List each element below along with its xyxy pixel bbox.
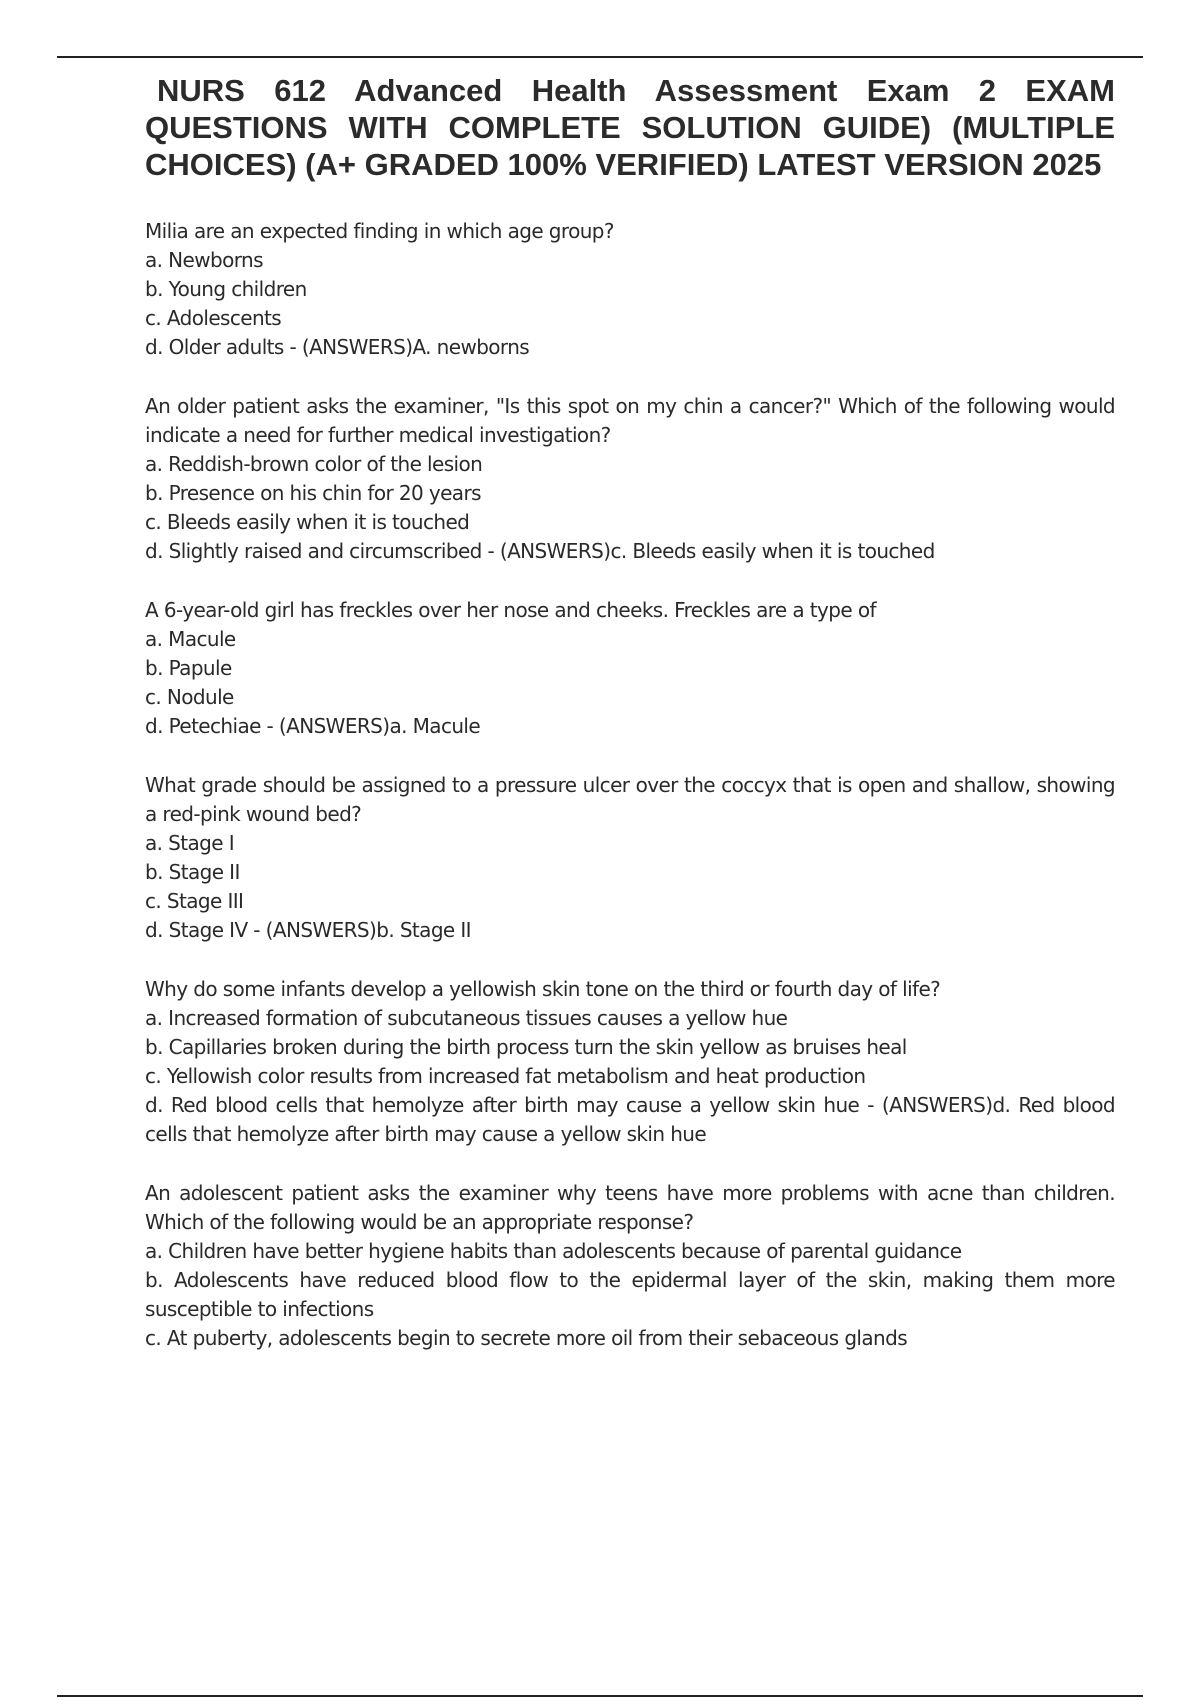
answer-option: b. Young children (145, 277, 307, 301)
question-4 (145, 771, 1115, 945)
answer-option: d. Stage IV - (ANSWERS)b. Stage II (145, 918, 471, 942)
answer-option: b. Presence on his chin for 20 years (145, 481, 481, 505)
answer-option: d. Older adults - (ANSWERS)A. newborns (145, 335, 530, 359)
question-text: What grade should be assigned to a pressure ulcer over the coccyx that is open and shallow, showing a red-pink wound bed? (145, 773, 1115, 826)
question-2 (145, 392, 1115, 566)
question-text: A 6-year-old girl has freckles over her nose and cheeks. Freckles are a type of (145, 598, 876, 622)
answer-option: c. At puberty, adolescents begin to secrete more oil from their sebaceous glands (145, 1326, 908, 1350)
document-title-text: NURS 612 Advanced Health Assessment Exam 2 EXAM QUESTIONS WITH COMPLETE SOLUTION GUIDE) (MULTIPLE CHOICES) (A+ GRADED 100% VERIFIED) LATEST VERSION 2025 (145, 73, 1115, 182)
answer-option: c. Nodule (145, 685, 234, 709)
answer-option: a. Increased formation of subcutaneous tissues causes a yellow hue (145, 1006, 788, 1030)
answer-option: d. Slightly raised and circumscribed - (ANSWERS)c. Bleeds easily when it is touched (145, 539, 935, 563)
answer-option: d. Red blood cells that hemolyze after birth may cause a yellow skin hue - (ANSWERS)d. Red blood cells that hemolyze after birth may cause a yellow skin hue (145, 1093, 1115, 1146)
answer-option: c. Stage III (145, 889, 244, 913)
question-text: An adolescent patient asks the examiner why teens have more problems with acne than children. Which of the following would be an appropriate response? (145, 1181, 1115, 1234)
answer-option: c. Bleeds easily when it is touched (145, 510, 470, 534)
answer-option: c. Adolescents (145, 306, 282, 330)
top-rule (57, 56, 1143, 58)
document-body (145, 72, 1115, 1383)
answer-option: b. Stage II (145, 860, 240, 884)
bottom-rule (57, 1695, 1143, 1697)
answer-option: d. Petechiae - (ANSWERS)a. Macule (145, 714, 481, 738)
question-text: Why do some infants develop a yellowish skin tone on the third or fourth day of life? (145, 977, 941, 1001)
question-5 (145, 975, 1115, 1149)
answer-option: a. Children have better hygiene habits than adolescents because of parental guidance (145, 1239, 962, 1263)
question-text: Milia are an expected finding in which age group? (145, 219, 614, 243)
question-3 (145, 596, 1115, 741)
answer-option: a. Reddish-brown color of the lesion (145, 452, 483, 476)
question-1 (145, 217, 1115, 362)
answer-option: a. Macule (145, 627, 236, 651)
document-title (145, 72, 1115, 183)
question-6 (145, 1179, 1115, 1353)
question-text: An older patient asks the examiner, "Is this spot on my chin a cancer?" Which of the following would indicate a need for further medical investigation? (145, 394, 1115, 447)
answer-option: b. Papule (145, 656, 232, 680)
answer-option: c. Yellowish color results from increased fat metabolism and heat production (145, 1064, 866, 1088)
answer-option: a. Newborns (145, 248, 263, 272)
answer-option: b. Adolescents have reduced blood flow to the epidermal layer of the skin, making them more susceptible to infections (145, 1268, 1115, 1321)
answer-option: b. Capillaries broken during the birth process turn the skin yellow as bruises heal (145, 1035, 907, 1059)
answer-option: a. Stage I (145, 831, 235, 855)
